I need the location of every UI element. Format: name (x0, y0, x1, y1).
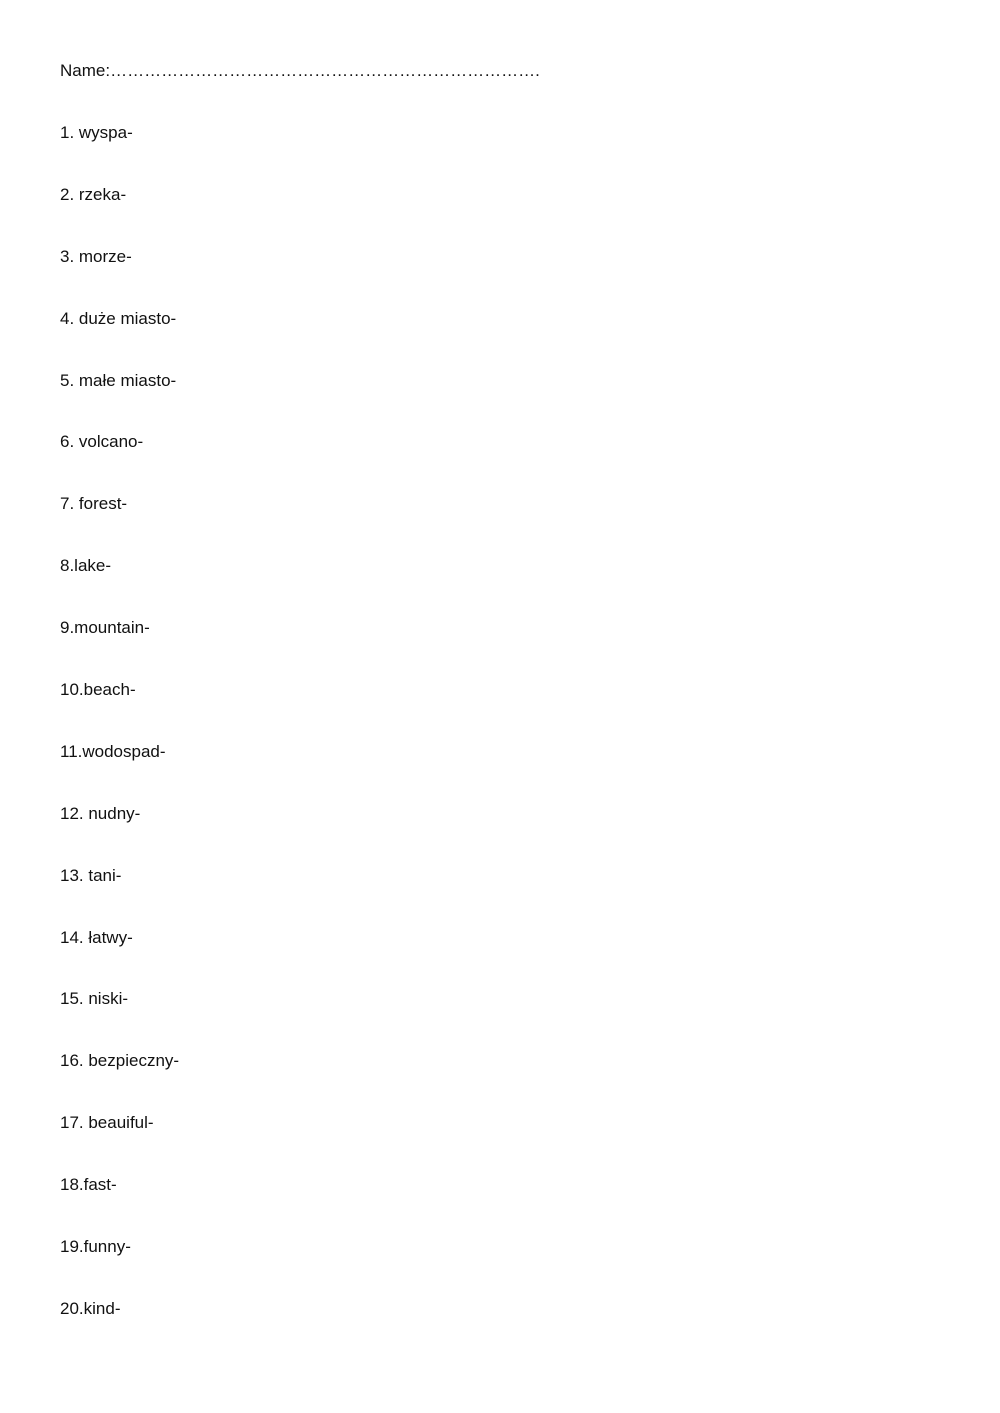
list-item: 17. beauiful- (60, 1113, 154, 1133)
list-item: 5. małe miasto- (60, 370, 177, 390)
list-item: 15. niski- (60, 989, 129, 1009)
list-item: 2. rzeka- (60, 184, 127, 204)
list-item: 13. tani- (60, 865, 122, 885)
name-field-line: Name:…………………………………………………………………. (60, 61, 540, 80)
list-item: 6. volcano- (60, 432, 144, 452)
list-item: 20.kind- (60, 1298, 121, 1318)
list-item: 19.funny- (60, 1237, 131, 1257)
list-item: 3. morze- (60, 246, 132, 266)
vocabulary-list (60, 123, 179, 1361)
list-item: 7. forest- (60, 494, 128, 514)
list-item: 14. łatwy- (60, 927, 133, 947)
list-item: 10.beach- (60, 680, 136, 700)
list-item: 9.mountain- (60, 618, 150, 638)
list-item: 1. wyspa- (60, 123, 133, 142)
list-item: 12. nudny- (60, 803, 141, 823)
list-item: 18.fast- (60, 1175, 117, 1195)
list-item: 8.lake- (60, 556, 112, 576)
list-item: 11.wodospad- (60, 741, 166, 761)
list-item: 4. duże miasto- (60, 308, 177, 328)
list-item: 16. bezpieczny- (60, 1051, 180, 1071)
